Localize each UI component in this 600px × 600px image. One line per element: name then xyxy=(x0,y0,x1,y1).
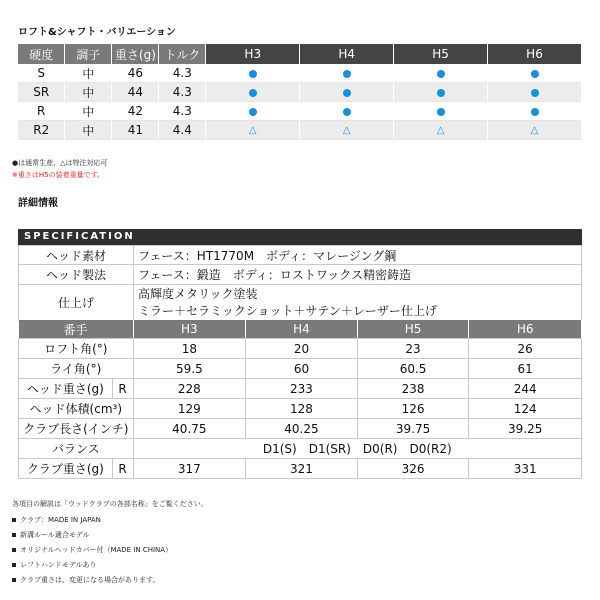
head-weight-h6: 244 xyxy=(469,379,582,399)
circle-icon xyxy=(249,89,257,97)
cell-weight: 44 xyxy=(112,83,159,102)
availability-cell xyxy=(394,83,488,102)
availability-cell xyxy=(206,121,300,140)
availability-cell xyxy=(488,102,582,121)
material-value: フェース：HT1770M ボディ：マレージング鋼 xyxy=(134,246,582,265)
volume-row xyxy=(19,399,582,419)
triangle-icon: △ xyxy=(248,124,257,136)
header-kick: 調子 xyxy=(65,44,112,64)
lie-label: ライ角(°) xyxy=(19,359,134,379)
circle-icon xyxy=(249,108,257,116)
header-weight: 重さ(g) xyxy=(112,44,159,64)
club-weight-h5: 326 xyxy=(357,459,469,479)
header-h4: H4 xyxy=(300,44,394,64)
lie-h4: 60 xyxy=(246,359,358,379)
length-h3: 40.75 xyxy=(133,419,246,439)
cell-weight: 42 xyxy=(112,102,159,121)
triangle-icon: △ xyxy=(436,124,445,136)
header-h3: H3 xyxy=(206,44,300,64)
length-label: クラブ長さ(インチ) xyxy=(19,419,134,439)
finish-line-2: ミラー＋セラミックショット＋サテン＋レーザー仕上げ xyxy=(138,303,437,318)
cell-kick: 中 xyxy=(65,64,112,83)
length-h4: 40.25 xyxy=(246,419,358,439)
availability-cell xyxy=(488,83,582,102)
volume-label: ヘッド体積(cm³) xyxy=(19,399,134,419)
cell-flex: R xyxy=(18,102,65,121)
header-flex: 硬度 xyxy=(18,44,65,64)
finish-line-1: 高輝度メタリック塗装 xyxy=(138,286,258,301)
cell-flex: R2 xyxy=(18,121,65,140)
header-torque: トルク xyxy=(159,44,206,64)
availability-cell xyxy=(394,64,488,83)
circle-icon xyxy=(437,108,445,116)
spec-header-h4: H4 xyxy=(246,320,358,339)
bullet-square-icon xyxy=(12,563,16,567)
lie-row xyxy=(19,359,582,379)
footer-item: 新溝ルール適合モデル xyxy=(12,531,90,540)
header-h6: H6 xyxy=(488,44,582,64)
availability-cell xyxy=(300,64,394,83)
availability-cell xyxy=(300,102,394,121)
variation-row xyxy=(18,64,582,83)
availability-cell xyxy=(206,83,300,102)
weight-note: ※重さはH5の装着重量です。 xyxy=(12,171,105,179)
loft-h3: 18 xyxy=(133,339,246,359)
cell-flex: SR xyxy=(18,83,65,102)
spec-info-table xyxy=(18,245,582,321)
loft-label: ロフト角(°) xyxy=(19,339,134,359)
circle-icon xyxy=(531,89,539,97)
head-weight-h4: 233 xyxy=(246,379,358,399)
circle-icon xyxy=(437,89,445,97)
cell-kick: 中 xyxy=(65,102,112,121)
method-value: フェース：鍛造 ボディ：ロストワックス精密鋳造 xyxy=(134,265,582,285)
variation-row xyxy=(18,83,582,102)
length-h6: 39.25 xyxy=(469,419,582,439)
triangle-icon: △ xyxy=(342,124,351,136)
bullet-square-icon xyxy=(12,548,16,552)
spec-header-h3: H3 xyxy=(133,320,246,339)
cell-weight: 41 xyxy=(112,121,159,140)
method-label: ヘッド製法 xyxy=(19,265,134,285)
finish-row xyxy=(19,285,582,321)
cell-kick: 中 xyxy=(65,121,112,140)
availability-cell xyxy=(300,121,394,140)
material-row xyxy=(19,246,582,265)
cell-torque: 4.4 xyxy=(159,121,206,140)
specification-bar: SPECIFICATION xyxy=(18,229,582,245)
availability-cell xyxy=(206,102,300,121)
head-weight-row xyxy=(19,379,582,399)
variation-title: ロフト&シャフト・バリエーション xyxy=(18,27,176,38)
lie-h3: 59.5 xyxy=(133,359,246,379)
cell-flex: S xyxy=(18,64,65,83)
circle-icon xyxy=(437,70,445,78)
circle-icon xyxy=(531,70,539,78)
loft-h4: 20 xyxy=(246,339,358,359)
footer-item: オリジナルヘッドカバー付（MADE IN CHINA） xyxy=(12,546,172,555)
availability-cell xyxy=(206,64,300,83)
cell-weight: 46 xyxy=(112,64,159,83)
club-weight-label: クラブ重さ(g) xyxy=(19,459,113,479)
spec-header-label: 番手 xyxy=(19,320,134,339)
legend-note: ●は通常生産、△は特注対応可 xyxy=(12,159,108,167)
variation-header-row xyxy=(18,44,582,64)
variation-row xyxy=(18,121,582,140)
triangle-icon: △ xyxy=(530,124,539,136)
head-weight-flex: R xyxy=(112,379,133,399)
head-weight-h3: 228 xyxy=(133,379,246,399)
loft-h6: 26 xyxy=(469,339,582,359)
cell-kick: 中 xyxy=(65,83,112,102)
availability-cell xyxy=(394,102,488,121)
head-weight-label: ヘッド重さ(g) xyxy=(19,379,113,399)
balance-label: バランス xyxy=(19,439,134,459)
club-weight-h6: 331 xyxy=(469,459,582,479)
availability-cell xyxy=(488,121,582,140)
circle-icon xyxy=(343,70,351,78)
finish-label: 仕上げ xyxy=(19,285,134,321)
spec-table xyxy=(18,320,582,479)
club-weight-h4: 321 xyxy=(246,459,358,479)
circle-icon xyxy=(249,70,257,78)
variation-table xyxy=(18,44,582,140)
spec-header-h6: H6 xyxy=(469,320,582,339)
footer-item: クラブ：MADE IN JAPAN xyxy=(12,516,101,525)
loft-h5: 23 xyxy=(357,339,469,359)
spec-header-row xyxy=(19,320,582,339)
volume-h4: 128 xyxy=(246,399,358,419)
circle-icon xyxy=(531,108,539,116)
footer-item: クラブ重さは、変更になる場合があります。 xyxy=(12,576,159,585)
volume-h3: 129 xyxy=(133,399,246,419)
length-h5: 39.75 xyxy=(357,419,469,439)
circle-icon xyxy=(343,108,351,116)
footer-intro: 各項目の解説は「ウッドクラブの各部名称」をご覧ください。 xyxy=(12,500,208,508)
loft-row xyxy=(19,339,582,359)
cell-torque: 4.3 xyxy=(159,83,206,102)
availability-cell xyxy=(488,64,582,83)
lie-h6: 61 xyxy=(469,359,582,379)
bullet-square-icon xyxy=(12,578,16,582)
balance-value: D1(S) D1(SR) D0(R) D0(R2) xyxy=(133,439,581,459)
finish-value xyxy=(134,285,582,321)
lie-h5: 60.5 xyxy=(357,359,469,379)
availability-cell xyxy=(394,121,488,140)
cell-torque: 4.3 xyxy=(159,64,206,83)
volume-h6: 124 xyxy=(469,399,582,419)
variation-row xyxy=(18,102,582,121)
method-row xyxy=(19,265,582,285)
material-label: ヘッド素材 xyxy=(19,246,134,265)
head-weight-h5: 238 xyxy=(357,379,469,399)
bullet-square-icon xyxy=(12,518,16,522)
header-h5: H5 xyxy=(394,44,488,64)
club-weight-row xyxy=(19,459,582,479)
footer-item: レフトハンドモデルあり xyxy=(12,561,97,570)
volume-h5: 126 xyxy=(357,399,469,419)
cell-torque: 4.3 xyxy=(159,102,206,121)
circle-icon xyxy=(343,89,351,97)
availability-cell xyxy=(300,83,394,102)
club-weight-h3: 317 xyxy=(133,459,246,479)
club-weight-flex: R xyxy=(112,459,133,479)
balance-row xyxy=(19,439,582,459)
bullet-square-icon xyxy=(12,533,16,537)
length-row xyxy=(19,419,582,439)
spec-header-h5: H5 xyxy=(357,320,469,339)
detail-title: 詳細情報 xyxy=(18,198,58,209)
